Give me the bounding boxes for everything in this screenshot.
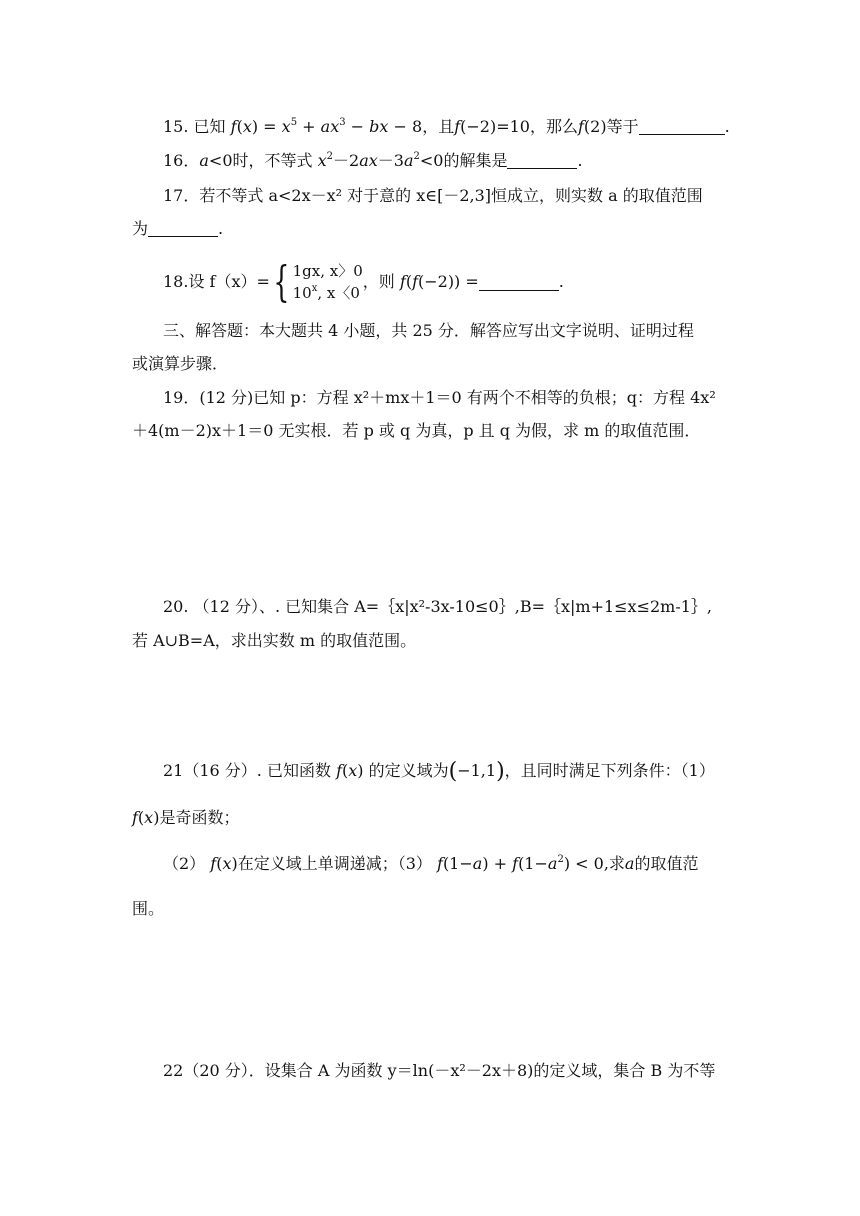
q21-line3-a: （2） (163, 854, 206, 873)
section3-line1: 三、解答题：本大题共 4 小题，共 25 分．解答应写出文字说明、证明过程 (163, 321, 694, 340)
q21-line3-d: 的取值范 (634, 854, 699, 873)
question-21-line-3: （2） f(x)在定义域上单调递减；（3） $f(1-a) + f(1-a^2) < 0$,求a的取值范 (163, 854, 699, 873)
q15-number: 15. 已知 (163, 117, 226, 136)
answer-blank[interactable] (479, 274, 559, 291)
q21-line1-b: 的定义域为 (368, 761, 449, 780)
piecewise-cases (293, 260, 363, 304)
q15-cond-val: =10，那么 (496, 117, 578, 136)
q20-line2: 若 A∪B=A，求出实数 m 的取值范围。 (132, 631, 417, 650)
q21-line1-a: 21（16 分）. 已知函数 (163, 761, 331, 780)
answer-blank[interactable] (148, 220, 218, 237)
case-2-base: 10 (292, 284, 312, 302)
left-brace: { (273, 257, 290, 306)
q21-line3-b: 在定义域上单调递减；（3） (237, 854, 432, 873)
q18-mid: ，则 (362, 272, 395, 291)
q15-end: . (724, 117, 730, 136)
case-1: 1gx, x〉0 (292, 262, 363, 280)
answer-blank[interactable] (639, 118, 725, 135)
question-18: 18.设 f（x）={ 1gx, x〉0 10$^x$, x〈0，则 f(f(−2)) = . (163, 257, 564, 306)
q16-text1: <0时，不等式 (208, 151, 313, 170)
case-2-exponent: x (311, 283, 318, 294)
case-2-tail: , x〈0 (317, 284, 360, 302)
question-22-line-1 (163, 1060, 715, 1082)
question-20-line-1 (163, 596, 712, 618)
q16-text2: <0的解集是 (419, 151, 508, 170)
question-21-line-2: f(x)是奇函数； (132, 808, 240, 827)
section3-line2: 或演算步骤． (132, 354, 229, 373)
q19-line1: 19．(12 分)已知 p：方程 x²＋mx＋1＝0 有两个不相等的负根；q：方程 4x² (163, 388, 716, 407)
q21-line1-c: ，且同时满足下列条件：（1） (504, 761, 715, 780)
question-19-line-1 (163, 387, 716, 409)
case-2 (293, 284, 360, 302)
question-17-line-1 (163, 185, 703, 207)
q18-lead: 18.设 f（x）= (163, 272, 270, 291)
q20-line1: 20. （12 分）、. 已知集合 A=｛x|x²-3x-10≤0｝,B=｛x|m+1≤x≤2m-1｝, (163, 597, 713, 616)
q17-line2-prefix: 为 (132, 219, 149, 238)
question-16: 16．a<0时，不等式 $x^2-2ax-3a^2<0$的解集是 . (163, 151, 583, 170)
q18-end: . (558, 272, 564, 291)
question-21-line-4 (132, 898, 164, 920)
question-19-line-2 (132, 420, 700, 442)
q16-number: 16． (163, 151, 200, 170)
q15-tail: 等于 (606, 117, 639, 136)
q21-line3-c: 求 (608, 854, 625, 873)
question-15: 15. 已知 $f(x) = x^5 + ax^3$ − bx − 8，且f(−2)=10，那么f(2)等于 . (163, 117, 730, 136)
q16-end: . (577, 151, 583, 170)
q22-line1: 22（20 分）．设集合 A 为函数 y＝ln(－x²－2x＋8)的定义域，集合 B 为不等 (163, 1061, 716, 1080)
question-21-line-1: 21（16 分）. 已知函数 f(x) 的定义域为(−1,1)，且同时满足下列条件：（1） (163, 759, 715, 784)
q19-line2: ＋4(m－2)x＋1＝0 无实根．若 p 或 q 为真，p 且 q 为假，求 m 的取值范围． (132, 421, 701, 440)
q21-line2: 是奇函数； (159, 808, 240, 827)
q17-line1: 17．若不等式 a<2x－x² 对于意的 x∈[－2,3]恒成立，则实数 a 的取值范围 (163, 186, 703, 205)
question-20-line-2 (132, 630, 416, 652)
q21-line4: 围。 (132, 899, 165, 918)
q17-end: . (218, 219, 224, 238)
section-3-heading (163, 320, 694, 342)
answer-blank[interactable] (507, 152, 577, 169)
q15-cond-mid: ，且 (422, 117, 455, 136)
question-17-line-2 (132, 218, 223, 240)
section-3-heading-line-2 (132, 353, 228, 375)
